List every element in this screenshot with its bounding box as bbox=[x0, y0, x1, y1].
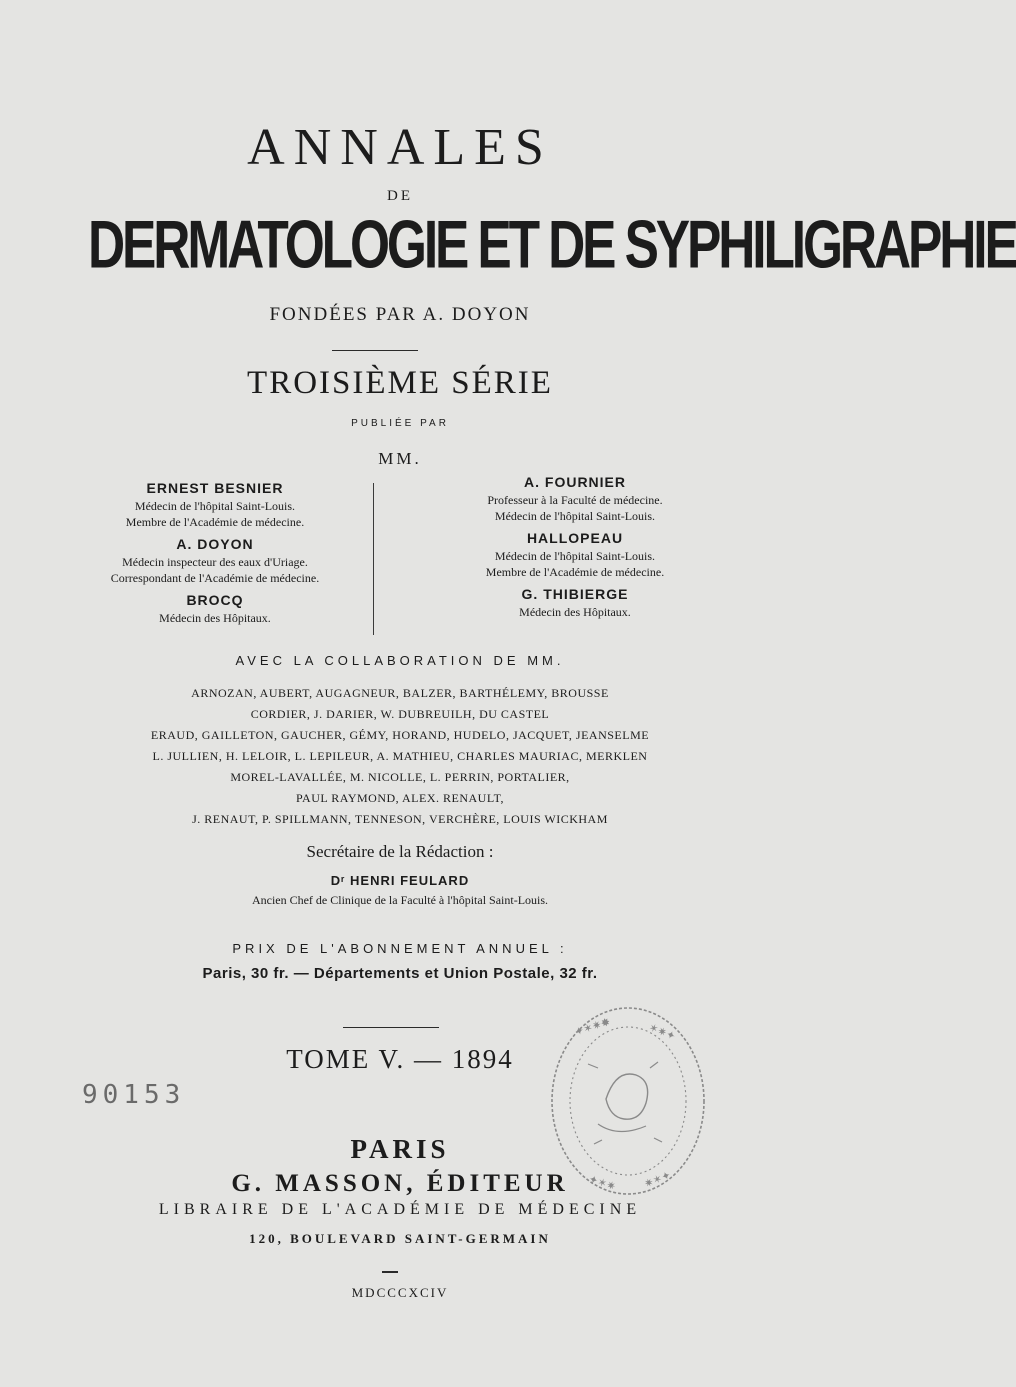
editor-name: A. FOURNIER bbox=[524, 474, 626, 490]
editor-title: Membre de l'Académie de médecine. bbox=[485, 565, 665, 579]
editor-name: HALLOPEAU bbox=[526, 530, 624, 546]
editors-left-column bbox=[50, 480, 380, 632]
editor-title: Médecin de l'hôpital Saint-Louis. bbox=[134, 499, 296, 513]
editor-title: Médecin de l'hôpital Saint-Louis. bbox=[494, 509, 656, 523]
editor-name: A. DOYON bbox=[176, 536, 254, 552]
divider-rule bbox=[343, 1027, 439, 1028]
editor-entry bbox=[50, 536, 380, 586]
collaboration-heading: AVEC LA COLLABORATION DE MM. bbox=[235, 653, 565, 668]
svg-text:✶✷✦: ✶✷✦ bbox=[646, 1020, 678, 1044]
editor-name: ERNEST BESNIER bbox=[146, 480, 284, 496]
publisher-city: PARIS bbox=[350, 1134, 450, 1164]
editor-title: Médecin inspecteur des eaux d'Uriage. bbox=[122, 555, 308, 569]
collaborator-line: J. RENAUT, P. SPILLMANN, TENNESON, VERCHÈRE, LOUIS WICKHAM bbox=[192, 812, 608, 826]
collaborator-line: PAUL RAYMOND, ALEX. RENAULT, bbox=[295, 791, 505, 805]
editor-title: Membre de l'Académie de médecine. bbox=[125, 515, 305, 529]
editors-right-column bbox=[410, 474, 740, 626]
series-label: TROISIÈME SÉRIE bbox=[247, 365, 553, 401]
subscription-price: Paris, 30 fr. — Départements et Union Postale, 32 fr. bbox=[202, 965, 598, 982]
collaborator-line: MOREL-LAVALLÉE, M. NICOLLE, L. PERRIN, PORTALIER, bbox=[230, 770, 570, 784]
editor-name: G. THIBIERGE bbox=[521, 586, 629, 602]
journal-title-de: DE bbox=[387, 188, 413, 204]
journal-title-annales: ANNALES bbox=[247, 119, 553, 176]
editor-title: Médecin des Hôpitaux. bbox=[159, 611, 271, 625]
divider-rule bbox=[332, 350, 418, 351]
collaborator-line: ARNOZAN, AUBERT, AUGAGNEUR, BALZER, BARTHÉLEMY, BROUSSE bbox=[191, 686, 609, 700]
journal-subject: DERMATOLOGIE ET DE SYPHILIGRAPHIE bbox=[88, 206, 1016, 282]
secretary-name: Dʳ HENRI FEULARD bbox=[330, 873, 470, 888]
published-by: PUBLIÉE PAR bbox=[351, 418, 449, 429]
publisher-name: G. MASSON, ÉDITEUR bbox=[231, 1170, 569, 1197]
publisher-libraire: LIBRAIRE DE L'ACADÉMIE DE MÉDECINE bbox=[158, 1201, 642, 1218]
svg-text:✦✶✷✸: ✦✶✷✸ bbox=[572, 1015, 612, 1039]
secretary-label: Secrétaire de la Rédaction : bbox=[306, 842, 494, 861]
secretary-title: Ancien Chef de Clinique de la Faculté à l'hôpital Saint-Louis. bbox=[251, 893, 549, 907]
volume-label: TOME V. — 1894 bbox=[286, 1044, 514, 1074]
collaborator-line: L. JULLIEN, H. LELOIR, L. LEPILEUR, A. MATHIEU, CHARLES MAURIAC, MERKLEN bbox=[152, 749, 648, 763]
editor-entry bbox=[50, 480, 380, 530]
divider-rule bbox=[382, 1271, 398, 1273]
editor-title: Correspondant de l'Académie de médecine. bbox=[110, 571, 320, 585]
editor-title: Médecin de l'hôpital Saint-Louis. bbox=[494, 549, 656, 563]
editor-entry bbox=[410, 530, 740, 580]
collaborator-line: CORDIER, J. DARIER, W. DUBREUILH, DU CASTEL bbox=[250, 707, 550, 721]
column-divider bbox=[373, 483, 374, 635]
founded-by: FONDÉES PAR A. DOYON bbox=[269, 304, 531, 325]
subscription-label: PRIX DE L'ABONNEMENT ANNUEL : bbox=[232, 941, 568, 956]
svg-text:✦✶✷: ✦✶✷ bbox=[587, 1172, 618, 1194]
editor-entry bbox=[410, 474, 740, 524]
collaborator-line: ERAUD, GAILLETON, GAUCHER, GÉMY, HORAND, HUDELO, JACQUET, JEANSELME bbox=[150, 728, 650, 742]
svg-text:✷✶✦: ✷✶✦ bbox=[642, 1168, 673, 1191]
editor-name: BROCQ bbox=[186, 592, 244, 608]
shelf-number: 90153 bbox=[82, 1080, 186, 1110]
publication-year: MDCCCXCIV bbox=[351, 1285, 449, 1300]
editor-title: Médecin des Hôpitaux. bbox=[519, 605, 631, 619]
editor-entry bbox=[50, 592, 380, 626]
editor-entry bbox=[410, 586, 740, 620]
collaborator-list bbox=[0, 683, 800, 830]
editor-title: Professeur à la Faculté de médecine. bbox=[487, 493, 663, 507]
mm-label: MM. bbox=[378, 449, 422, 468]
publisher-address: 120, BOULEVARD SAINT-GERMAIN bbox=[249, 1231, 551, 1246]
